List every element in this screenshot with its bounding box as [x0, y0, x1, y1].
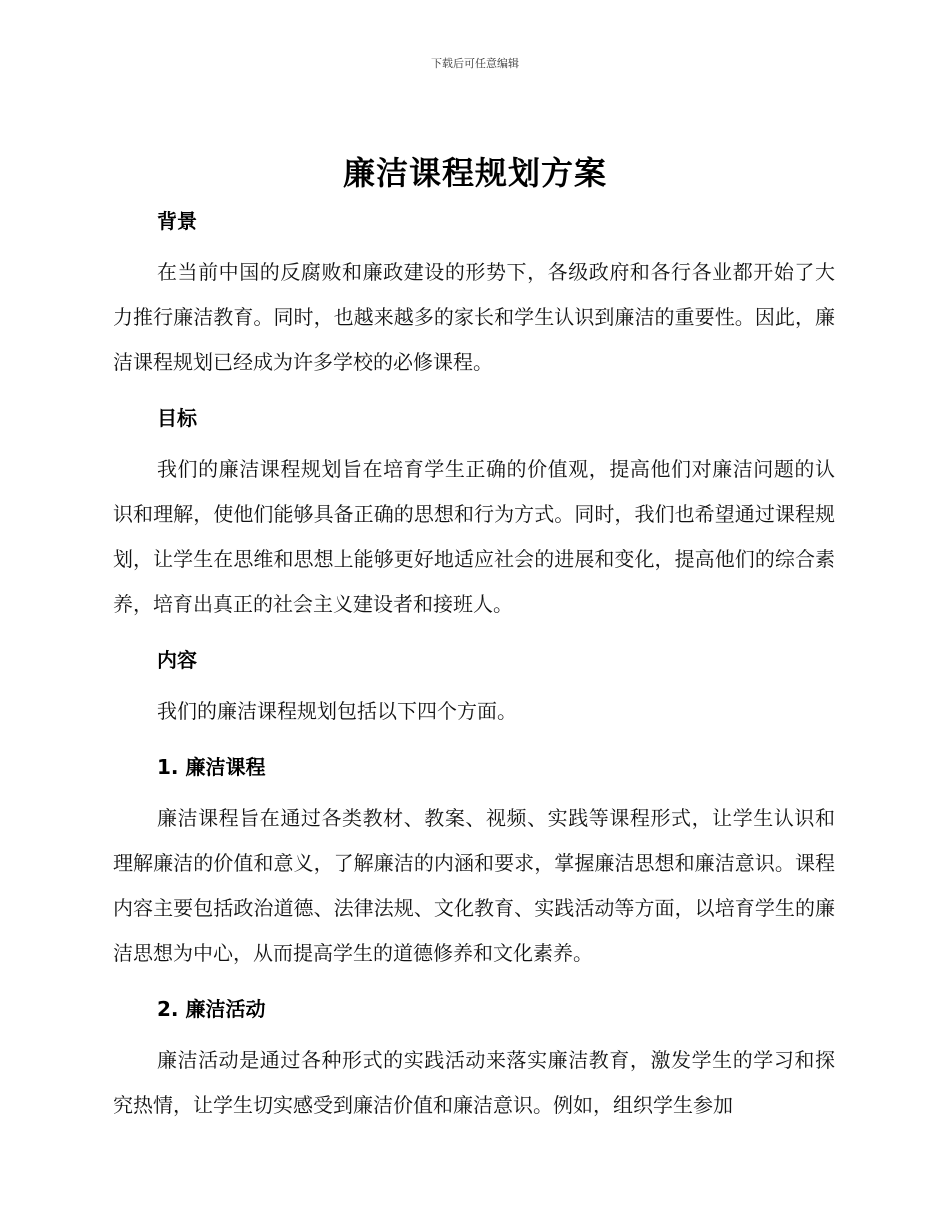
section-heading-course: 1. 廉洁课程	[157, 755, 266, 779]
document-title: 廉洁课程规划方案	[342, 154, 607, 192]
section-heading-goal: 目标	[157, 406, 197, 430]
section-body-goal: 我们的廉洁课程规划旨在培育学生正确的价值观，提高他们对廉洁问题的认识和理解，使他们能够具备正确的思想和行为方式。同时，我们也希望通过课程规划，让学生在思维和思想上能够更好地适应社会的进展和变化，提高他们的综合素养，培育出真正的社会主义建设者和接班人。	[113, 457, 835, 616]
section-heading-background: 背景	[157, 209, 197, 233]
section-body-content: 我们的廉洁课程规划包括以下四个方面。	[157, 699, 517, 723]
section-body-course: 廉洁课程旨在通过各类教材、教案、视频、实践等课程形式，让学生认识和理解廉洁的价值和意义，了解廉洁的内涵和要求，掌握廉洁思想和廉洁意识。课程内容主要包括政治道德、法律法规、文化教育、实践活动等方面，以培育学生的廉洁思想为中心，从而提高学生的道德修养和文化素养。	[113, 806, 835, 965]
section-body-activity: 廉洁活动是通过各种形式的实践活动来落实廉洁教育，激发学生的学习和探究热情，让学生切实感受到廉洁价值和廉洁意识。例如，组织学生参加	[113, 1048, 835, 1117]
document-body	[113, 200, 835, 1128]
section-heading-content: 内容	[157, 648, 197, 672]
page-header: 下载后可任意编辑	[431, 57, 519, 70]
section-heading-activity: 2. 廉洁活动	[157, 997, 266, 1021]
section-body-background: 在当前中国的反腐败和廉政建设的形势下，各级政府和各行各业都开始了大力推行廉洁教育。同时，也越来越多的家长和学生认识到廉洁的重要性。因此，廉洁课程规划已经成为许多学校的必修课程。	[113, 260, 835, 374]
